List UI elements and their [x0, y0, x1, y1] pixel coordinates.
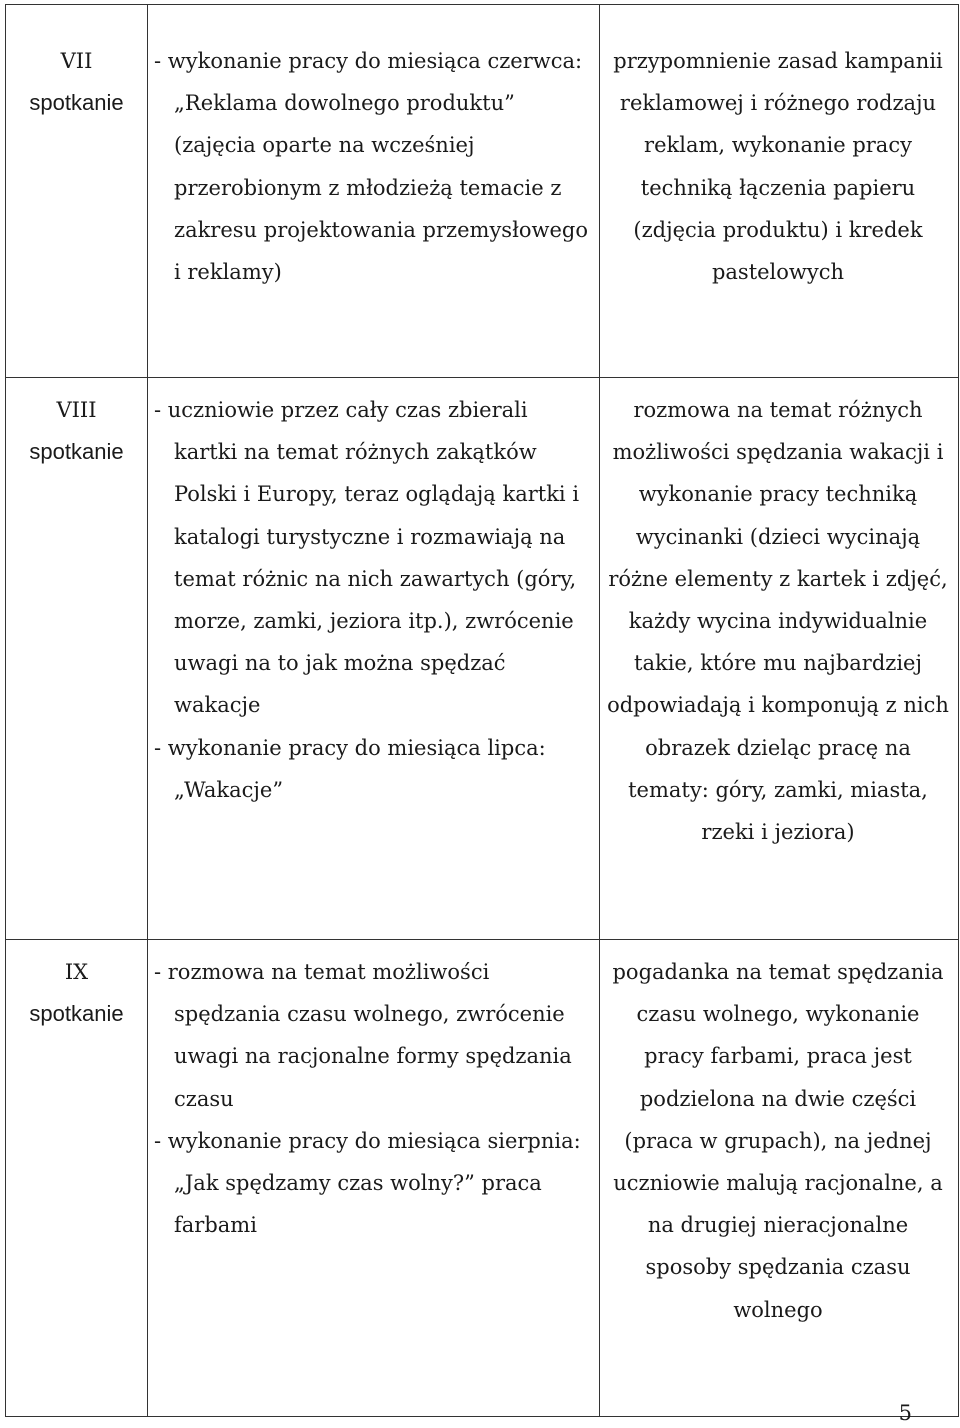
description-cell — [600, 5, 959, 378]
description-text: przypomnienie zasad kampanii reklamowej i różnego rodzaju reklam, wykonanie pracy techniką łączenia papieru (zdjęcia produktu) i kredek pastelowych — [613, 49, 943, 285]
table-row — [6, 940, 959, 1417]
description-cell — [600, 378, 959, 940]
task-item: - wykonanie pracy do miesiąca lipca: „Wakacje” — [154, 735, 546, 802]
task-item: - wykonanie pracy do miesiąca sierpnia: „Jak spędzamy czas wolny?” praca farbami — [154, 1128, 581, 1238]
task-item: - uczniowie przez cały czas zbierali kartki na temat różnych zakątków Polski i Europy, teraz oglądają kartki i katalogi turystyczne i rozmawiają na temat różnic na nich zawartych (góry, morze, zamki, jeziora itp.), zwrócenie uwagi na to jak można spędzać wakacje — [154, 398, 580, 718]
lesson-plan-table — [5, 4, 959, 1417]
meeting-cell — [6, 5, 148, 378]
meeting-cell — [6, 378, 148, 940]
description-text: pogadanka na temat spędzania czasu wolnego, wykonanie pracy farbami, praca jest podzielona na dwie części (praca w grupach), na jednej uczniowie malują racjonalne, a na drugiej nieracjonalne sposoby spędzania czasu wolnego — [612, 960, 944, 1322]
meeting-number: VIII — [56, 398, 97, 422]
tasks-cell — [148, 378, 600, 940]
meeting-number: IX — [64, 960, 89, 984]
page-number: 5 — [898, 1401, 912, 1425]
meeting-cell — [6, 940, 148, 1417]
table-row — [6, 378, 959, 940]
task-item: - rozmowa na temat możliwości spędzania czasu wolnego, zwrócenie uwagi na racjonalne formy spędzania czasu — [154, 960, 572, 1111]
meeting-label: spotkanie — [29, 1001, 124, 1027]
description-text: rozmowa na temat różnych możliwości spędzania wakacji i wykonanie pracy techniką wycinanki (dzieci wycinają różne elementy z kartek i zdjęć, każdy wycina indywidualnie takie, które mu najbardziej odpowiadają i komponują z nich obrazek dzieląc pracę na tematy: góry, zamki, miasta, rzeki i jeziora) — [607, 398, 949, 845]
tasks-cell — [148, 940, 600, 1417]
table-row — [6, 5, 959, 378]
tasks-cell — [148, 5, 600, 378]
meeting-label: spotkanie — [29, 439, 124, 465]
meeting-label: spotkanie — [29, 90, 124, 116]
meeting-number: VII — [60, 49, 93, 73]
description-cell — [600, 940, 959, 1417]
task-item: - wykonanie pracy do miesiąca czerwca: „Reklama dowolnego produktu” (zajęcia oparte na wcześniej przerobionym z młodzieżą temacie z zakresu projektowania przemysłowego i reklamy) — [154, 49, 589, 285]
